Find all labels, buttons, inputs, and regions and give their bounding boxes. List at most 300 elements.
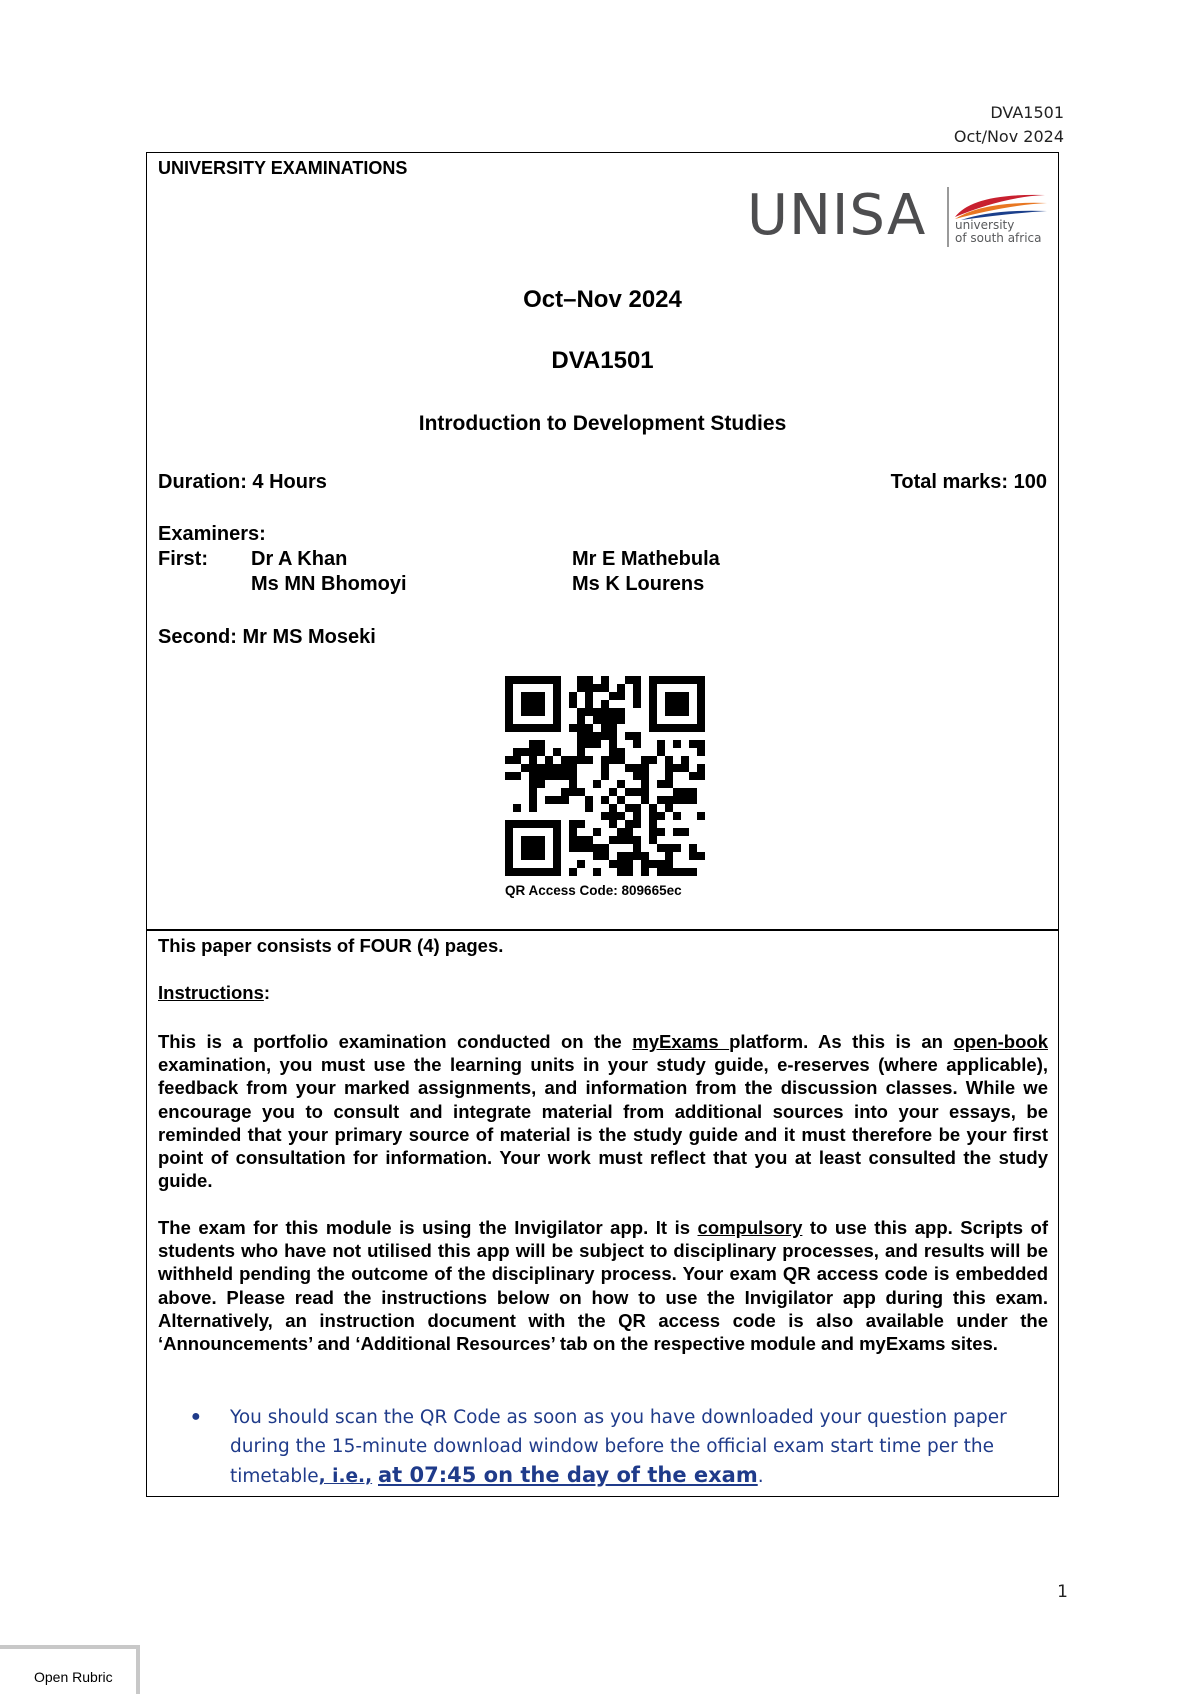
qr-module [665, 692, 673, 700]
qr-module [569, 836, 577, 844]
logo-wordmark: UNISA [747, 183, 927, 248]
qr-module [553, 700, 561, 708]
qr-module [625, 828, 633, 836]
qr-module [633, 788, 641, 796]
qr-module [633, 836, 641, 844]
qr-module [577, 716, 585, 724]
qr-module [673, 724, 681, 732]
qr-module [505, 868, 513, 876]
qr-module [601, 732, 609, 740]
qr-module [673, 844, 681, 852]
qr-module [577, 860, 585, 868]
qr-module [569, 692, 577, 700]
qr-module [673, 788, 681, 796]
qr-module [585, 844, 593, 852]
qr-module [673, 692, 681, 700]
qr-module [545, 796, 553, 804]
qr-module [697, 772, 705, 780]
qr-module [697, 676, 705, 684]
qr-module [561, 764, 569, 772]
qr-module [521, 836, 529, 844]
qr-module [689, 676, 697, 684]
qr-module [609, 804, 617, 812]
qr-module [649, 708, 657, 716]
instructions-bullet: You should scan the QR Code as soon as you have downloaded your question paper during the 15-minute download window before the official exam start time per the timetable, i.e., at 07:45 on the day of the exam. [230, 1407, 1007, 1487]
qr-module [545, 764, 553, 772]
qr-access-code: QR Access Code: 809665ec [505, 883, 682, 898]
qr-module [633, 844, 641, 852]
qr-module [585, 756, 593, 764]
qr-module [577, 836, 585, 844]
qr-module [537, 708, 545, 716]
qr-module [569, 820, 577, 828]
qr-module [601, 724, 609, 732]
qr-module [617, 796, 625, 804]
qr-module [513, 748, 521, 756]
qr-module [593, 684, 601, 692]
qr-module [593, 844, 601, 852]
exam-duration: Duration: 4 Hours [158, 471, 327, 493]
qr-module [649, 684, 657, 692]
qr-module [609, 788, 617, 796]
qr-module [641, 852, 649, 860]
qr-module [553, 708, 561, 716]
instructions-paragraph-1: This is a portfolio examination conducted on the myExams platform. As this is an open-book examination, you must use the learning units in your study guide, e-reserves (where applicable), feedback from your marked assignments, and information from the discussion classes. While we encourage you to consult and integrate material from additional sources into your essays, be reminded that your primary source of material is the study guide and it must therefore be your first point of consultation for information. Your work must reflect that you at least consulted the study guide. [158, 1031, 1048, 1192]
qr-module [577, 748, 585, 756]
qr-module [521, 764, 529, 772]
qr-module [697, 812, 705, 820]
qr-module [545, 772, 553, 780]
qr-module [641, 764, 649, 772]
qr-module [505, 860, 513, 868]
qr-module [649, 756, 657, 764]
examiner-name: Ms MN Bhomoyi [251, 573, 407, 595]
qr-module [553, 716, 561, 724]
qr-module [625, 732, 633, 740]
qr-module [601, 756, 609, 764]
qr-module [553, 820, 561, 828]
qr-module [537, 676, 545, 684]
qr-module [697, 748, 705, 756]
qr-module [513, 804, 521, 812]
unisa-swoosh-icon [953, 187, 1049, 221]
qr-module [657, 812, 665, 820]
qr-module [633, 700, 641, 708]
qr-module [529, 772, 537, 780]
document-header [954, 101, 1064, 149]
qr-module [689, 844, 697, 852]
qr-module [689, 796, 697, 804]
qr-module [553, 828, 561, 836]
qr-module [697, 724, 705, 732]
qr-module [585, 804, 593, 812]
qr-module [617, 780, 625, 788]
qr-module [505, 836, 513, 844]
qr-module [593, 780, 601, 788]
qr-module [561, 788, 569, 796]
qr-module [553, 724, 561, 732]
qr-module [521, 852, 529, 860]
qr-module [689, 740, 697, 748]
first-examiners-label: First: [158, 548, 208, 570]
qr-module [529, 852, 537, 860]
qr-module [601, 796, 609, 804]
qr-module [665, 780, 673, 788]
qr-module [609, 732, 617, 740]
qr-module [529, 700, 537, 708]
qr-module [673, 828, 681, 836]
qr-module [601, 684, 609, 692]
qr-module [673, 708, 681, 716]
instructions-paragraph-2: The exam for this module is using the Invigilator app. It is compulsory to use this app. Scripts of students who have not utilised this app will be subject to disciplinary processes, and results will be withheld pending the outcome of the disciplinary process. Your exam QR access code is embedded above. Please read the instructions below on how to use the Invigilator app during this exam. Alternatively, an instruction document with the QR access code is also available under the ‘Announcements’ and ‘Additional Resources’ tab on the respective module and myExams sites. [158, 1217, 1048, 1355]
qr-module [633, 676, 641, 684]
qr-module [649, 820, 657, 828]
qr-module [641, 788, 649, 796]
qr-module [577, 708, 585, 716]
qr-module [537, 740, 545, 748]
qr-module [649, 716, 657, 724]
qr-module [665, 868, 673, 876]
qr-module [577, 724, 585, 732]
qr-module [633, 684, 641, 692]
qr-module [521, 692, 529, 700]
qr-module [505, 724, 513, 732]
qr-module [649, 804, 657, 812]
qr-code [505, 676, 705, 876]
qr-module [657, 844, 665, 852]
qr-module [529, 748, 537, 756]
qr-module [569, 724, 577, 732]
qr-module [601, 812, 609, 820]
qr-module [553, 772, 561, 780]
qr-module [537, 844, 545, 852]
qr-module [681, 756, 689, 764]
page-number: 1 [1057, 1582, 1068, 1602]
qr-module [553, 860, 561, 868]
qr-module [649, 724, 657, 732]
qr-module [649, 860, 657, 868]
qr-module [505, 708, 513, 716]
qr-module [617, 716, 625, 724]
qr-module [529, 868, 537, 876]
qr-module [593, 740, 601, 748]
qr-module [657, 860, 665, 868]
qr-module [649, 836, 657, 844]
qr-module [633, 692, 641, 700]
qr-module [505, 828, 513, 836]
qr-module [577, 676, 585, 684]
qr-module [545, 820, 553, 828]
qr-module [625, 676, 633, 684]
module-title: Introduction to Development Studies [418, 412, 787, 435]
qr-module [521, 820, 529, 828]
qr-module [537, 780, 545, 788]
qr-module [641, 868, 649, 876]
qr-module [529, 724, 537, 732]
qr-module [681, 676, 689, 684]
qr-module [505, 756, 513, 764]
qr-module [529, 804, 537, 812]
qr-module [633, 772, 641, 780]
qr-module [665, 724, 673, 732]
qr-module [553, 764, 561, 772]
qr-module [577, 740, 585, 748]
exam-type-label: UNIVERSITY EXAMINATIONS [158, 158, 408, 178]
qr-module [689, 852, 697, 860]
qr-module [601, 716, 609, 724]
qr-module [561, 756, 569, 764]
qr-module [641, 756, 649, 764]
qr-module [513, 724, 521, 732]
qr-module [577, 820, 585, 828]
qr-module [609, 756, 617, 764]
logo-divider [947, 187, 949, 247]
qr-module [529, 740, 537, 748]
qr-module [665, 852, 673, 860]
qr-module [577, 844, 585, 852]
qr-module [657, 676, 665, 684]
qr-module [625, 788, 633, 796]
qr-module [569, 788, 577, 796]
qr-module [625, 836, 633, 844]
examiner-name: Ms K Lourens [572, 573, 705, 595]
examiner-name: Mr E Mathebula [572, 548, 720, 570]
qr-module [545, 724, 553, 732]
qr-module [529, 820, 537, 828]
qr-module [625, 868, 633, 876]
qr-module [585, 740, 593, 748]
qr-module [665, 860, 673, 868]
qr-module [513, 820, 521, 828]
qr-module [601, 844, 609, 852]
qr-module [641, 780, 649, 788]
qr-module [561, 796, 569, 804]
qr-module [697, 716, 705, 724]
qr-module [681, 828, 689, 836]
qr-module [513, 772, 521, 780]
qr-module [625, 860, 633, 868]
qr-module [641, 796, 649, 804]
qr-module [633, 732, 641, 740]
qr-module [553, 692, 561, 700]
qr-module [609, 708, 617, 716]
qr-module [521, 868, 529, 876]
qr-module [641, 860, 649, 868]
qr-module [585, 700, 593, 708]
instructions-box [146, 929, 1059, 1497]
qr-module [521, 708, 529, 716]
qr-module [585, 732, 593, 740]
qr-module [617, 756, 625, 764]
qr-module [657, 740, 665, 748]
qr-module [521, 700, 529, 708]
qr-module [689, 772, 697, 780]
qr-module [553, 844, 561, 852]
qr-module [569, 868, 577, 876]
qr-module [513, 676, 521, 684]
examiner-name: Dr A Khan [251, 548, 348, 570]
qr-module [569, 780, 577, 788]
qr-module [625, 804, 633, 812]
qr-module [649, 700, 657, 708]
qr-module [593, 732, 601, 740]
qr-module [617, 692, 625, 700]
cover-box [146, 152, 1059, 931]
open-rubric-button[interactable] [0, 1645, 140, 1694]
qr-module [569, 764, 577, 772]
total-marks: Total marks: 100 [890, 471, 1047, 493]
qr-module [529, 708, 537, 716]
qr-module [553, 676, 561, 684]
qr-module [593, 828, 601, 836]
exam-session: Oct–Nov 2024 [523, 286, 682, 313]
qr-module [585, 836, 593, 844]
qr-module [689, 868, 697, 876]
qr-module [649, 692, 657, 700]
qr-module [577, 732, 585, 740]
qr-module [553, 852, 561, 860]
qr-module [593, 708, 601, 716]
qr-module [617, 868, 625, 876]
qr-module [569, 772, 577, 780]
qr-module [505, 772, 513, 780]
qr-module [529, 756, 537, 764]
qr-module [577, 756, 585, 764]
qr-module [569, 828, 577, 836]
qr-module [585, 692, 593, 700]
qr-module [521, 724, 529, 732]
qr-module [521, 676, 529, 684]
qr-module [665, 772, 673, 780]
qr-module [673, 740, 681, 748]
qr-module [529, 780, 537, 788]
qr-module [601, 700, 609, 708]
qr-module [681, 708, 689, 716]
qr-module [697, 700, 705, 708]
qr-module [585, 684, 593, 692]
qr-module [633, 740, 641, 748]
qr-module [673, 868, 681, 876]
qr-module [625, 764, 633, 772]
qr-module [609, 820, 617, 828]
qr-module [569, 844, 577, 852]
qr-module [505, 852, 513, 860]
second-examiner: Second: Mr MS Moseki [158, 626, 376, 648]
qr-module [617, 684, 625, 692]
qr-module [601, 772, 609, 780]
qr-module [537, 724, 545, 732]
qr-module [537, 764, 545, 772]
qr-module [681, 692, 689, 700]
qr-module [553, 748, 561, 756]
qr-module [665, 756, 673, 764]
header-module-code: DVA1501 [990, 103, 1064, 122]
qr-module [665, 796, 673, 804]
qr-module [673, 764, 681, 772]
qr-module [665, 700, 673, 708]
qr-module [505, 684, 513, 692]
qr-module [609, 836, 617, 844]
qr-module [617, 748, 625, 756]
qr-module [649, 812, 657, 820]
qr-module [617, 708, 625, 716]
qr-module [697, 764, 705, 772]
qr-module [545, 756, 553, 764]
qr-module [553, 836, 561, 844]
qr-module [609, 716, 617, 724]
qr-module [673, 700, 681, 708]
qr-module [673, 796, 681, 804]
qr-module [609, 812, 617, 820]
qr-module [697, 708, 705, 716]
qr-module [617, 860, 625, 868]
header-period: Oct/Nov 2024 [953, 127, 1064, 146]
qr-module [505, 716, 513, 724]
qr-module [513, 868, 521, 876]
qr-module [593, 868, 601, 876]
qr-module [609, 692, 617, 700]
qr-module [545, 676, 553, 684]
qr-module [553, 868, 561, 876]
qr-module [537, 692, 545, 700]
qr-module [681, 764, 689, 772]
qr-module [553, 796, 561, 804]
qr-module [633, 852, 641, 860]
qr-module [537, 772, 545, 780]
qr-module [585, 796, 593, 804]
instructions-heading: Instructions: [158, 982, 271, 1003]
qr-module [529, 788, 537, 796]
qr-module [601, 764, 609, 772]
qr-module [649, 676, 657, 684]
qr-module [657, 796, 665, 804]
qr-module [505, 692, 513, 700]
qr-module [561, 772, 569, 780]
qr-module [529, 764, 537, 772]
qr-module [537, 748, 545, 756]
qr-module [505, 676, 513, 684]
qr-module [673, 676, 681, 684]
qr-module [681, 868, 689, 876]
qr-module [529, 796, 537, 804]
qr-module [593, 716, 601, 724]
qr-module [601, 708, 609, 716]
qr-module [697, 740, 705, 748]
qr-module [505, 844, 513, 852]
qr-module [641, 772, 649, 780]
qr-module [673, 812, 681, 820]
qr-module [593, 852, 601, 860]
qr-module [681, 700, 689, 708]
qr-module [601, 676, 609, 684]
qr-module [569, 700, 577, 708]
qr-module [609, 724, 617, 732]
qr-module [537, 836, 545, 844]
qr-module [537, 700, 545, 708]
qr-module [537, 820, 545, 828]
qr-module [689, 724, 697, 732]
qr-module [697, 692, 705, 700]
qr-module [657, 724, 665, 732]
qr-module [537, 852, 545, 860]
qr-module [521, 748, 529, 756]
qr-module [537, 868, 545, 876]
qr-module [617, 828, 625, 836]
qr-module [633, 820, 641, 828]
qr-module [609, 748, 617, 756]
qr-module [665, 764, 673, 772]
qr-module [577, 788, 585, 796]
